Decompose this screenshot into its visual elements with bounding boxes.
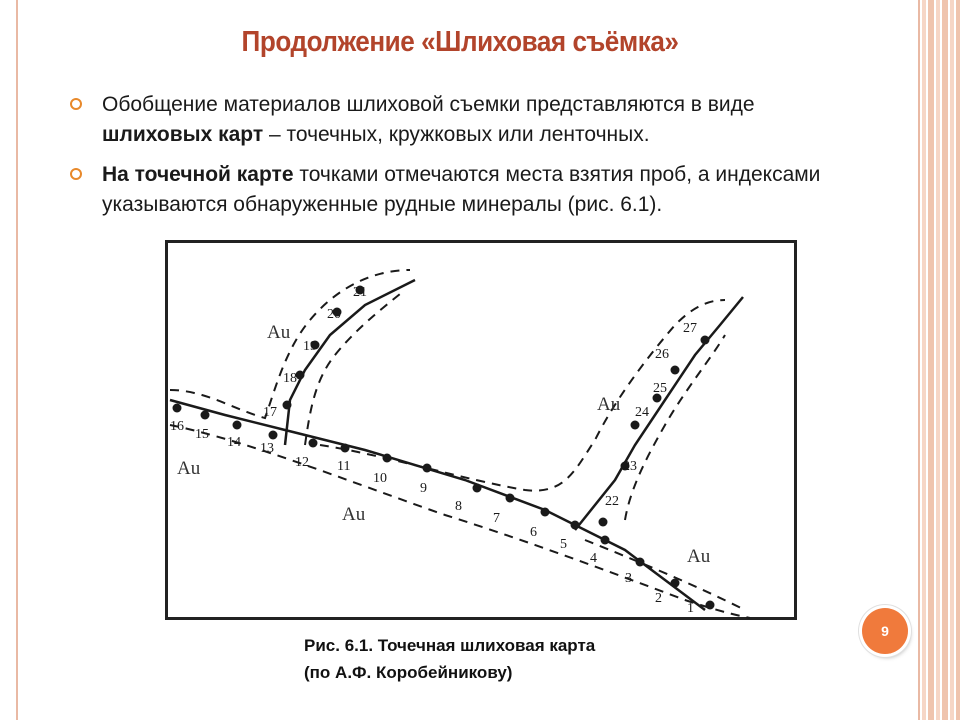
- sample-point: [571, 521, 580, 530]
- sample-label: 15: [195, 427, 209, 442]
- mineral-label-au: Au: [597, 394, 621, 415]
- bullet-item-2: [70, 160, 870, 220]
- mineral-label-au: Au: [177, 458, 201, 479]
- sample-label: 14: [227, 435, 241, 450]
- bullet-list: [70, 90, 870, 230]
- right-border-line: [918, 0, 920, 720]
- sample-label: 7: [493, 511, 500, 526]
- sample-point: [173, 404, 182, 413]
- sample-label: 6: [530, 525, 537, 540]
- bullet-2-bold: На точечной карте: [102, 163, 294, 186]
- sample-label: 2: [655, 591, 662, 606]
- sample-point: [636, 558, 645, 567]
- caption-line-1: Рис. 6.1. Точечная шлиховая карта: [304, 636, 596, 655]
- left-border-line: [16, 0, 18, 720]
- sample-label: 16: [170, 419, 184, 434]
- sample-label: 1: [687, 601, 694, 616]
- mineral-label-au: Au: [687, 546, 711, 567]
- sample-point: [506, 494, 515, 503]
- bullet-circle-icon: [70, 98, 82, 110]
- bullet-item-1: [70, 90, 870, 150]
- sample-point: [599, 518, 608, 527]
- sample-point: [701, 336, 710, 345]
- sample-point: [671, 579, 680, 588]
- point-placer-map: [165, 240, 797, 620]
- sample-point: [601, 536, 610, 545]
- bullet-1-tail: – точечных, кружковых или ленточных.: [263, 123, 650, 146]
- sample-point: [341, 444, 350, 453]
- sample-label: 27: [683, 321, 697, 336]
- sample-label: 20: [327, 307, 341, 322]
- sample-point: [269, 431, 278, 440]
- sample-label: 3: [625, 571, 632, 586]
- sample-point: [283, 401, 292, 410]
- mineral-label-au: Au: [342, 504, 366, 525]
- sample-label: 10: [373, 471, 387, 486]
- sample-point: [541, 508, 550, 517]
- slide-title: Продолжение «Шлиховая съёмка»: [241, 26, 679, 58]
- sample-point: [706, 601, 715, 610]
- sample-label: 12: [295, 455, 309, 470]
- sample-label: 24: [635, 405, 649, 420]
- sample-point: [383, 454, 392, 463]
- decorative-stripes: [922, 0, 960, 720]
- sample-point: [671, 366, 680, 375]
- sample-point: [233, 421, 242, 430]
- sample-label: 18: [283, 371, 297, 386]
- sample-label: 13: [260, 441, 274, 456]
- page-number-badge: 9: [862, 608, 908, 654]
- sample-label: 21: [353, 285, 367, 300]
- sample-point: [423, 464, 432, 473]
- sample-point: [309, 439, 318, 448]
- sample-point: [473, 484, 482, 493]
- bullet-2-text: точками отмечаются места взятия проб, а индексами указываются обнаруженные рудные минералы (рис. 6.1).: [102, 163, 821, 216]
- sample-label: 25: [653, 381, 667, 396]
- sample-point: [201, 411, 210, 420]
- mineral-label-au: Au: [267, 322, 291, 343]
- sample-label: 26: [655, 347, 669, 362]
- sample-label: 4: [590, 551, 597, 566]
- sample-label: 11: [337, 459, 351, 474]
- sample-point: [631, 421, 640, 430]
- caption-line-2: (по А.Ф. Коробейникову): [304, 663, 513, 682]
- sample-label: 17: [263, 405, 277, 420]
- sample-label: 8: [455, 499, 462, 514]
- sample-label: 22: [605, 494, 619, 509]
- bullet-1-bold: шлиховых карт: [102, 123, 264, 146]
- sample-label: 23: [623, 459, 637, 474]
- bullet-1-text: Обобщение материалов шлиховой съемки представляются в виде: [102, 93, 755, 116]
- figure-caption: [304, 632, 724, 686]
- bullet-circle-icon: [70, 168, 82, 180]
- sample-label: 19: [303, 339, 317, 354]
- sample-label: 9: [420, 481, 427, 496]
- sample-label: 5: [560, 537, 567, 552]
